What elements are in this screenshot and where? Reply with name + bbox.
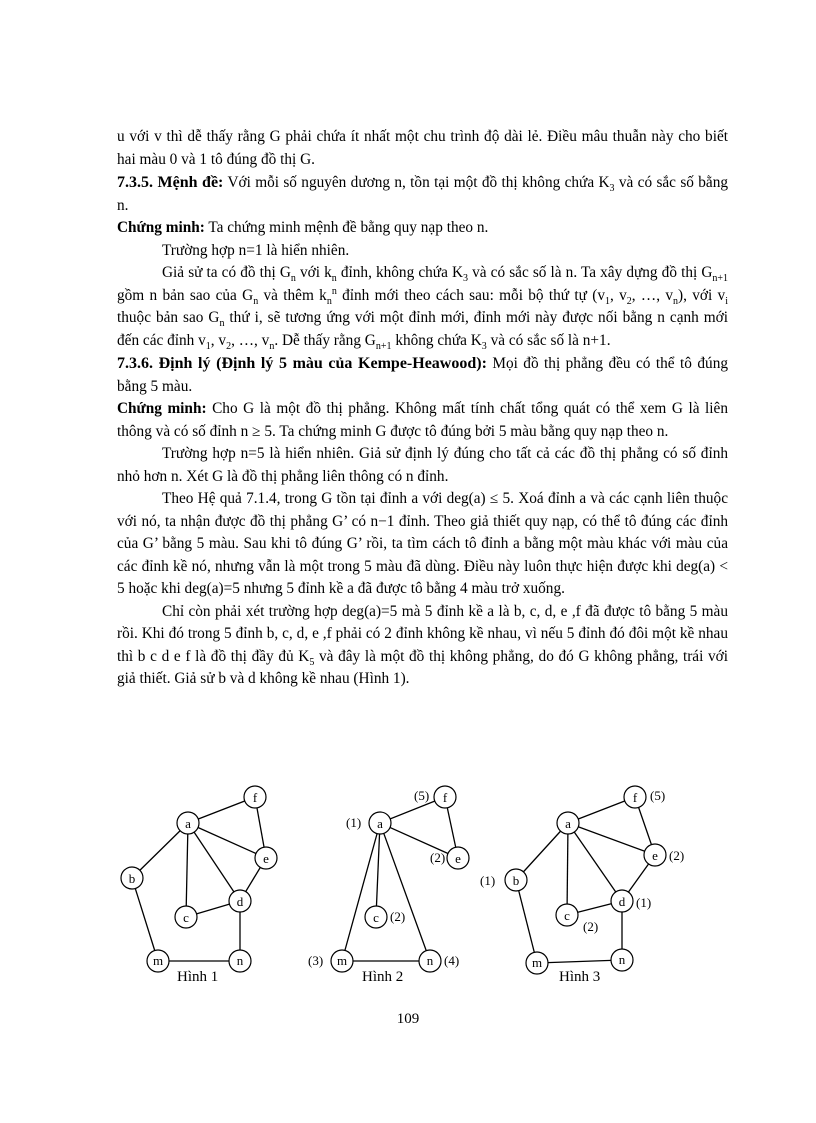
section-heading: 7.3.6. Định lý (Định lý 5 màu của Kempe-Heawood): bbox=[117, 355, 487, 372]
figure-3 bbox=[480, 786, 684, 985]
paragraph: Trường hợp n=5 là hiển nhiên. Giả sử định lý đúng cho tất cả các đồ thị phẳng có số đỉnh nhỏ hơn n. Xét G là đồ thị phẳng liên thông có n đỉnh. bbox=[117, 445, 728, 485]
node-n bbox=[419, 950, 441, 972]
edge bbox=[537, 960, 622, 963]
theorem-7-3-6: 7.3.6. Định lý (Định lý 5 màu của Kempe-Heawood): Mọi đồ thị phẳng đều có thể tô đúng bằng 5 màu. bbox=[117, 355, 728, 395]
node-f bbox=[434, 786, 456, 808]
svg-text:b: b bbox=[512, 873, 520, 888]
node-c bbox=[556, 904, 578, 926]
node-d bbox=[611, 890, 633, 912]
figure-1 bbox=[121, 786, 277, 985]
color-label: (5) bbox=[414, 788, 430, 803]
color-label: (4) bbox=[444, 953, 460, 968]
node-a bbox=[177, 812, 199, 834]
svg-text:a: a bbox=[185, 816, 191, 831]
node-m bbox=[526, 952, 548, 974]
node-a bbox=[557, 812, 579, 834]
color-label: (1) bbox=[480, 873, 496, 888]
edge bbox=[186, 823, 188, 917]
node-f bbox=[244, 786, 266, 808]
svg-text:f: f bbox=[252, 790, 258, 805]
svg-text:b: b bbox=[128, 871, 136, 886]
node-m bbox=[331, 950, 353, 972]
color-label: (5) bbox=[650, 788, 666, 803]
svg-text:e: e bbox=[455, 851, 461, 866]
paragraph: u với v thì dễ thấy rằng G phải chứa ít nhất một chu trình độ dài lẻ. Điều mâu thuẫn này cho biết hai màu 0 và 1 tô đúng đồ thị G. bbox=[117, 128, 728, 168]
figure-caption: Hình 1 bbox=[177, 969, 219, 985]
node-a bbox=[369, 812, 391, 834]
node-b bbox=[121, 867, 143, 889]
paragraph: Chỉ còn phải xét trường hợp deg(a)=5 mà 5 đỉnh kề a là b, c, d, e ,f đã được tô bằng 5 màu rồi. Khi đó trong 5 đỉnh b, c, d, e ,f phải có 2 đỉnh không kề nhau, vì nếu 5 đỉnh đó đôi một kề nhau thì b c d e f là đồ thị đầy đủ $K_5$ và đây là một đồ thị không phẳng, do đó G không phẳng, trái với giả thiết. Giả sử b và d không kề nhau (Hình 1). bbox=[117, 602, 728, 687]
edge bbox=[380, 823, 458, 858]
node-b bbox=[505, 869, 527, 891]
node-e bbox=[447, 847, 469, 869]
svg-text:c: c bbox=[183, 910, 189, 925]
node-c bbox=[365, 906, 387, 928]
svg-text:n: n bbox=[236, 953, 244, 968]
edge bbox=[132, 878, 158, 961]
svg-text:f: f bbox=[442, 790, 448, 805]
proof-paragraph: Chứng minh: Ta chứng minh mệnh đề bằng quy nạp theo n. bbox=[117, 219, 489, 236]
svg-text:e: e bbox=[652, 848, 658, 863]
edge bbox=[380, 823, 430, 961]
paragraph: Trường hợp n=1 là hiển nhiên. bbox=[162, 241, 350, 259]
edge bbox=[132, 823, 188, 878]
proposition-7-3-5: 7.3.5. Mệnh đề: Với mỗi số nguyên dương n, tồn tại một đồ thị không chứa $K_3$ và có sắc số bằng n. bbox=[117, 174, 729, 214]
section-heading: 7.3.5. Mệnh đề: bbox=[117, 174, 224, 191]
svg-text:m: m bbox=[336, 953, 348, 968]
node-m bbox=[147, 950, 169, 972]
color-label: (1) bbox=[346, 815, 362, 830]
edge bbox=[568, 823, 655, 855]
figure-caption: Hình 3 bbox=[559, 969, 601, 985]
color-label: (2) bbox=[430, 850, 446, 865]
paragraph-induction: Giả sử ta có đồ thị $G_n$ với $k_n$ đỉnh, không chứa $K_3$ và có sắc số là n. Ta xây dựng đồ thị $G_{n+1}$ gồm n bản sao của $G_n$ và thêm $k_n^n$ đỉnh mới theo cách sau: mỗi bộ thứ tự ($v_1$, $v_2$, …, $v_n$), với $v_i$ thuộc bản sao $G_n$ thứ i, sẽ tương ứng với một đỉnh mới, đỉnh mới này được nối bằng n cạnh mới đến các đỉnh $v_1$, $v_2$, …, $v_n$. Dễ thấy rằng $G_{n+1}$ không chứa $K_3$ và có sắc số là n+1. bbox=[117, 264, 729, 352]
graph-figures-svg bbox=[100, 775, 740, 995]
color-label: (2) bbox=[669, 848, 685, 863]
svg-text:n: n bbox=[426, 953, 434, 968]
figure-caption: Hình 2 bbox=[362, 969, 404, 985]
svg-text:a: a bbox=[565, 816, 571, 831]
node-d bbox=[229, 890, 251, 912]
figure-2 bbox=[308, 786, 469, 985]
proof-paragraph: Chứng minh: Cho G là một đồ thị phẳng. Không mất tính chất tổng quát có thể xem G là liên thông và có số đỉnh n ≥ 5. Ta chứng minh G được tô đúng bởi 5 màu bằng quy nạp theo n. bbox=[117, 400, 728, 440]
node-e bbox=[644, 844, 666, 866]
svg-text:d: d bbox=[618, 894, 626, 909]
node-n bbox=[611, 949, 633, 971]
svg-text:m: m bbox=[152, 953, 164, 968]
svg-text:c: c bbox=[564, 908, 570, 923]
edge bbox=[342, 823, 380, 961]
svg-text:c: c bbox=[373, 910, 379, 925]
svg-text:n: n bbox=[618, 952, 626, 967]
svg-text:e: e bbox=[263, 851, 269, 866]
node-n bbox=[229, 950, 251, 972]
figures bbox=[100, 775, 740, 995]
color-label: (3) bbox=[308, 953, 324, 968]
color-label: (1) bbox=[636, 895, 652, 910]
paragraph: Theo Hệ quả 7.1.4, trong G tồn tại đỉnh a với deg(a) ≤ 5. Xoá đỉnh a và các cạnh liên thuộc với nó, ta nhận được đồ thị phẳng G’ có n−1 đỉnh. Theo giả thiết quy nạp, có thể tô đúng các đỉnh của G’ bằng 5 màu. Sau khi tô đúng G’ rồi, ta tìm cách tô đỉnh a bằng một màu khác với màu của các đỉnh kề nó, nhưng vẫn là một trong 5 màu đã dùng. Điều này luôn thực hiện được khi deg(a) < 5 hoặc khi deg(a)=5 nhưng 5 đỉnh kề a đã được tô bằng 4 màu trở xuống. bbox=[117, 490, 728, 597]
node-c bbox=[175, 906, 197, 928]
svg-text:f: f bbox=[632, 790, 638, 805]
color-label: (2) bbox=[583, 919, 599, 934]
page-number: 109 bbox=[396, 1011, 420, 1027]
proof-label: Chứng minh: bbox=[117, 400, 207, 417]
edge bbox=[516, 880, 537, 963]
svg-text:d: d bbox=[236, 894, 244, 909]
node-e bbox=[255, 847, 277, 869]
proof-label: Chứng minh: bbox=[117, 219, 205, 236]
edge bbox=[567, 823, 568, 915]
svg-text:m: m bbox=[531, 955, 543, 970]
node-f bbox=[624, 786, 646, 808]
svg-text:a: a bbox=[377, 816, 383, 831]
color-label: (2) bbox=[390, 909, 406, 924]
page-body bbox=[117, 126, 728, 691]
edge bbox=[568, 823, 622, 901]
